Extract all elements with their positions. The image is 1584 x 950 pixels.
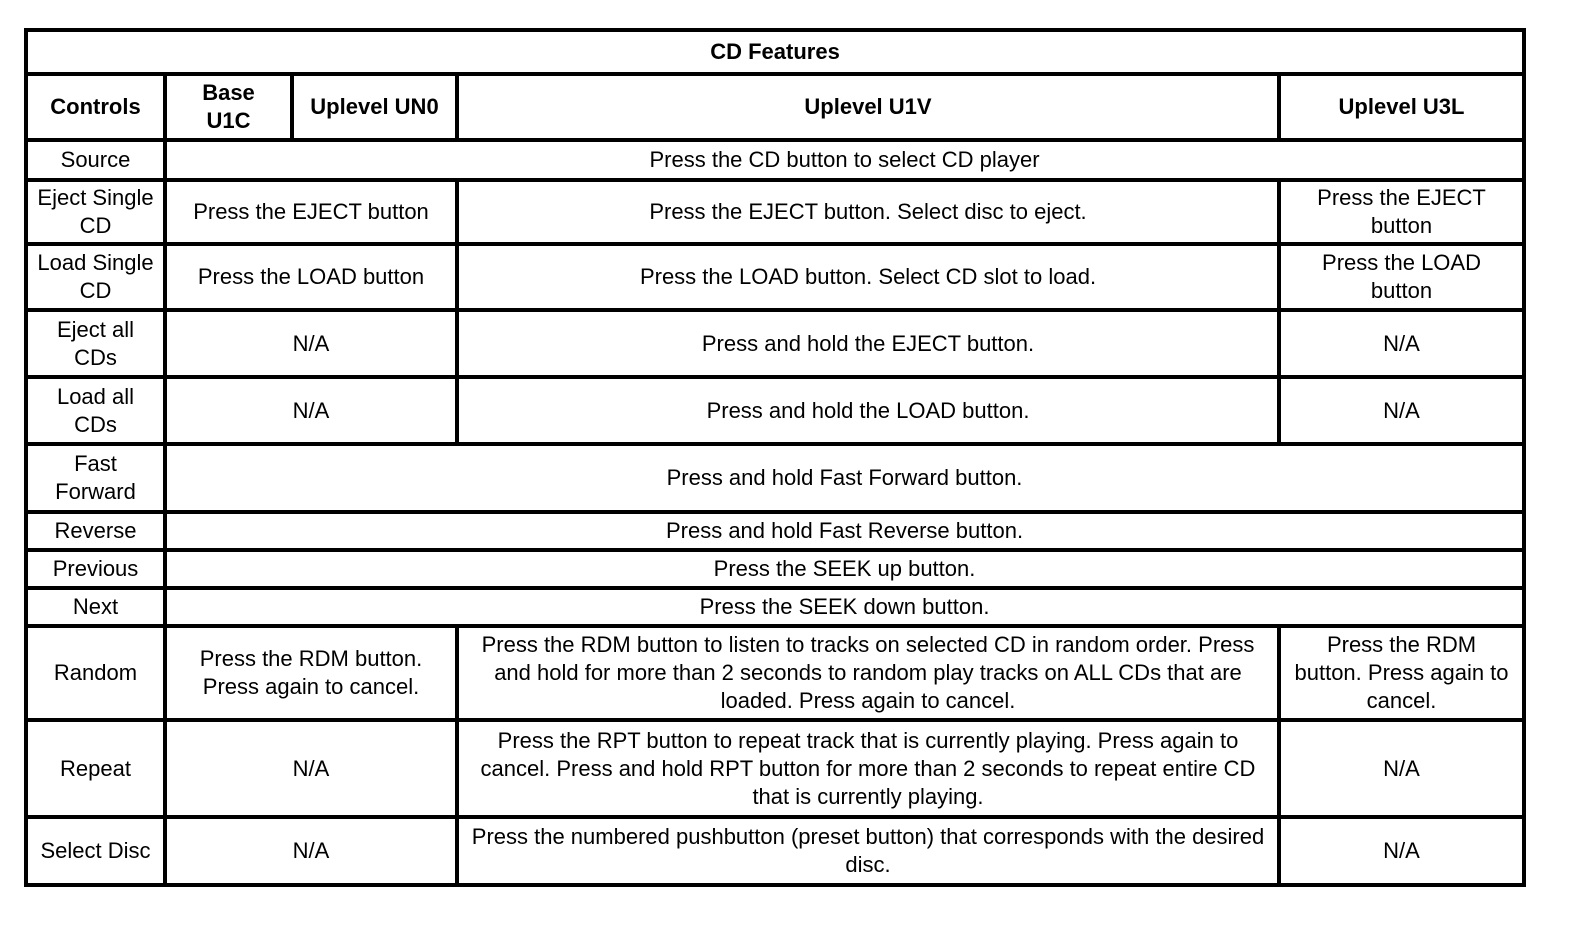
cell-base-un0: Press the EJECT button: [165, 180, 457, 244]
table-row: [26, 444, 1524, 512]
table-row: [26, 310, 1524, 377]
cell-base-un0: N/A: [165, 817, 457, 885]
cell-all-variants: Press and hold Fast Forward button.: [165, 444, 1524, 512]
table-row: [26, 720, 1524, 817]
cell-all-variants: Press and hold Fast Reverse button.: [165, 512, 1524, 550]
cell-u3l: Press the LOAD button: [1279, 244, 1524, 310]
cell-u3l: N/A: [1279, 377, 1524, 444]
cell-all-variants: Press the SEEK up button.: [165, 550, 1524, 588]
header-uplevel-u1v: Uplevel U1V: [457, 74, 1279, 140]
cell-u3l: N/A: [1279, 720, 1524, 817]
cell-u1v: Press the RDM button to listen to tracks on selected CD in random order. Press and hold for more than 2 seconds to random play tracks on ALL CDs that are loaded. Press again to cancel.: [457, 626, 1279, 720]
cell-u1v: Press the RPT button to repeat track that is currently playing. Press again to cancel. Press and hold RPT button for more than 2 seconds to repeat entire CD that is currently playing.: [457, 720, 1279, 817]
header-base-u1c: Base U1C: [165, 74, 292, 140]
table-row: [26, 588, 1524, 626]
table-row: [26, 626, 1524, 720]
cell-u1v: Press the EJECT button. Select disc to eject.: [457, 180, 1279, 244]
cell-base-un0: N/A: [165, 720, 457, 817]
table-row: [26, 244, 1524, 310]
cell-u3l: N/A: [1279, 310, 1524, 377]
cell-all-variants: Press the CD button to select CD player: [165, 140, 1524, 180]
table-title: CD Features: [26, 30, 1524, 74]
cell-base-un0: N/A: [165, 310, 457, 377]
cell-u1v: Press the LOAD button. Select CD slot to load.: [457, 244, 1279, 310]
row-label-select-disc: Select Disc: [26, 817, 165, 885]
table-row: [26, 180, 1524, 244]
cell-u3l: Press the EJECT button: [1279, 180, 1524, 244]
cell-all-variants: Press the SEEK down button.: [165, 588, 1524, 626]
header-controls: Controls: [26, 74, 165, 140]
row-label-load-single-cd: Load Single CD: [26, 244, 165, 310]
header-uplevel-u3l: Uplevel U3L: [1279, 74, 1524, 140]
table-row: [26, 140, 1524, 180]
row-label-next: Next: [26, 588, 165, 626]
row-label-reverse: Reverse: [26, 512, 165, 550]
cell-u1v: Press the numbered pushbutton (preset button) that corresponds with the desired disc.: [457, 817, 1279, 885]
cell-u1v: Press and hold the EJECT button.: [457, 310, 1279, 377]
row-label-repeat: Repeat: [26, 720, 165, 817]
table-row: [26, 550, 1524, 588]
row-label-source: Source: [26, 140, 165, 180]
table-row: [26, 377, 1524, 444]
row-label-random: Random: [26, 626, 165, 720]
row-label-eject-single-cd: Eject Single CD: [26, 180, 165, 244]
header-uplevel-un0: Uplevel UN0: [292, 74, 457, 140]
row-label-eject-all-cds: Eject all CDs: [26, 310, 165, 377]
table-row: [26, 817, 1524, 885]
cell-base-un0: Press the LOAD button: [165, 244, 457, 310]
table-row: [26, 512, 1524, 550]
cell-base-un0: N/A: [165, 377, 457, 444]
cell-u3l: N/A: [1279, 817, 1524, 885]
cell-u1v: Press and hold the LOAD button.: [457, 377, 1279, 444]
row-label-fast-forward: Fast Forward: [26, 444, 165, 512]
row-label-load-all-cds: Load all CDs: [26, 377, 165, 444]
cell-base-un0: Press the RDM button. Press again to cancel.: [165, 626, 457, 720]
row-label-previous: Previous: [26, 550, 165, 588]
cell-u3l: Press the RDM button. Press again to cancel.: [1279, 626, 1524, 720]
cd-features-table: [24, 28, 1526, 887]
